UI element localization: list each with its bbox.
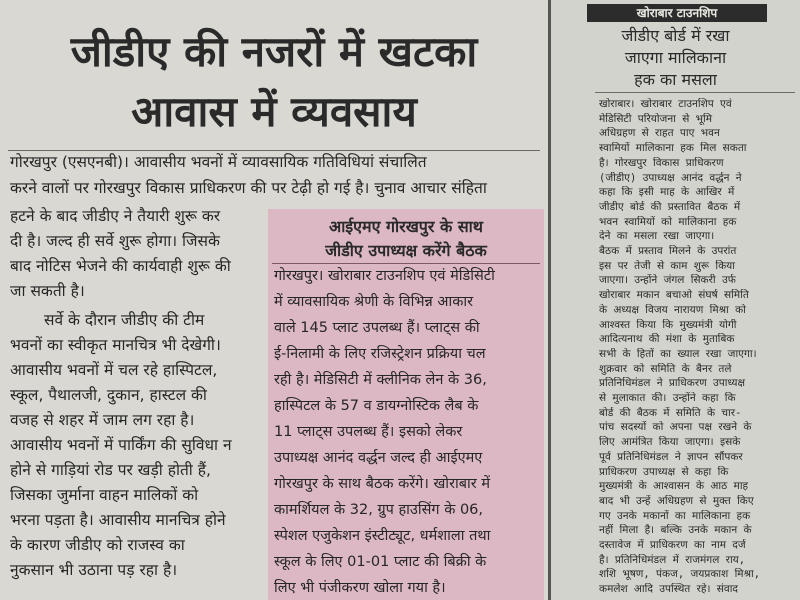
box-line: 11 प्लाट्स उपलब्ध हैं। इसको लेकर <box>274 424 463 440</box>
column-line: जा सकती है। <box>10 282 85 300</box>
right-body-line: पांच सदस्यों को अपना पक्ष रखने के <box>599 421 752 434</box>
column-line: स्कूल, पैथालजी, दुकान, हास्टल की <box>10 386 207 404</box>
column-line: आवासीय भवनों में पार्किंग की सुविधा न <box>10 436 232 454</box>
highlight-box <box>268 209 544 600</box>
box-line: गोरखपुर के साथ बैठक करेंगे। खोराबार में <box>274 476 490 492</box>
column-line: के कारण जीडीए को राजस्व का <box>10 536 185 554</box>
right-body-line: इस पर तेजी से काम शुरू किया <box>599 259 735 272</box>
right-body-line: प्राधिकरण उपाध्यक्ष से कहा कि <box>599 465 729 478</box>
right-body-line: है। प्रतिनिधिमंडल में राजमंगल राय, <box>599 553 746 566</box>
right-headline-line: हक का मसला <box>634 70 717 89</box>
right-body-line: गए उनके मकानों का मालिकाना हक <box>599 509 751 522</box>
right-body-line: देने का मसला रखा जाएगा। <box>599 230 715 243</box>
headline-rule <box>8 150 540 151</box>
box-headline-line-2: जीडीए उपाध्यक्ष करेंगे बैठक <box>325 241 487 260</box>
right-body-line: के अध्यक्ष विजय नारायण मिश्रा को <box>599 303 746 316</box>
body-full-line: करने वालों पर गोरखपुर विकास प्राधिकरण की पर टेढ़ी हो गई है। चुनाव आचार संहिता <box>10 179 487 197</box>
right-body-line: बाद भी उन्हें अधिग्रहण से मुक्त किए <box>599 494 754 507</box>
box-line: हास्पिटल के 57 व डायग्नोस्टिक लैब के <box>274 398 479 414</box>
right-body-line: भवन स्वामियों को मालिकाना हक <box>599 215 737 228</box>
right-body-line: मुख्यमंत्री के आश्वासन के आठ माह <box>599 480 749 493</box>
right-body-line: आदित्यनाथ की मंशा के मुताबिक <box>599 333 735 346</box>
right-body-line: शुक्रवार को समिति के बैनर तले <box>599 362 732 375</box>
right-body-line: जाएगा। उन्होंने जंगल सिकरी उर्फ <box>599 274 736 287</box>
column-line: सर्वे के दौरान जीडीए की टीम <box>44 311 205 329</box>
right-body-line: पूर्व प्रतिनिधिमंडल ने ज्ञापन सौंपकर <box>599 450 743 463</box>
box-headline-line-1: आईएमए गोरखपुर के साथ <box>328 217 484 236</box>
main-headline-line-1: जीडीए की नजरों में खटका <box>70 27 478 76</box>
right-body-line: अधिग्रहण से राहत पाए भवन <box>599 127 720 140</box>
right-body-line: कमलेश आदि उपस्थित रहे। संवाद <box>599 583 739 596</box>
right-body-line: (जीडीए) उपाध्यक्ष आनंद वर्द्धन ने <box>599 171 742 184</box>
column-line: नुकसान भी उठाना पड़ रहा है। <box>10 561 178 579</box>
right-body-line: नहीं मिला है। बल्कि उनके मकान के <box>599 524 752 537</box>
body-full-line: गोरखपुर (एसएनबी)। आवासीय भवनों में व्यावसायिक गतिविधियां संचालित <box>10 153 427 171</box>
box-line: स्कूल के लिए 01-01 प्लाट की बिक्री के <box>274 554 487 570</box>
box-line: गोरखपुर। खोराबार टाउनशिप एवं मेडिसिटी <box>274 268 495 284</box>
main-headline-line-2: आवास में व्यवसाय <box>131 87 417 136</box>
box-line: में व्यावसायिक श्रेणी के विभिन्न आकार <box>274 294 474 310</box>
box-line: रही है। मेडिसिटी में क्लीनिक लेन के 36, <box>274 372 487 388</box>
column-line: हटने के बाद जीडीए ने तैयारी शुरू कर <box>10 207 221 225</box>
right-body-line: स्वामियों मालिकाना हक मिल सकता <box>599 142 747 155</box>
section-badge: खोराबार टाउनशिप <box>587 4 767 22</box>
right-body-line: दस्तावेज में प्राधिकरण का नाम दर्ज <box>599 539 746 551</box>
right-body-line: सभी के हितों का ख्याल रखा जाएगा। <box>599 347 757 360</box>
column-line: भवनों का स्वीकृत मानचित्र भी देखेगी। <box>10 336 221 354</box>
right-body-line: शशि भूषण, पंकज, जयप्रकाश मिश्रा, <box>599 568 761 581</box>
column-line: दी है। जल्द ही सर्वे शुरू होगा। जिसके <box>10 232 220 250</box>
right-headline-line: जाएगा मालिकाना <box>624 48 727 67</box>
right-body-line: से मुलाकात की। उन्होंने कहा कि <box>599 392 736 404</box>
right-body-line: खोराबार मकान बचाओ संघर्ष समिति <box>599 289 749 302</box>
column-line: भरना पड़ता है। आवासीय मानचित्र होने <box>10 511 226 529</box>
box-line: ई-निलामी के लिए रजिस्ट्रेशन प्रक्रिया चल <box>274 346 486 362</box>
right-body-line: आश्वस्त किया कि मुख्यमंत्री योगी <box>599 318 737 331</box>
box-line: उपाध्यक्ष आनंद वर्द्धन जल्द ही आईएमए <box>274 450 483 466</box>
right-body-line: मेडिसिटी परियोजना से भूमि <box>599 112 713 125</box>
column-line: बाद नोटिस भेजने की कार्यवाही शुरू की <box>10 257 231 275</box>
right-body-line: बैठक में प्रस्ताव मिलने के उपरांत <box>599 245 737 257</box>
right-body-line: प्रतिनिधिमंडल ने प्राधिकरण उपाध्यक्ष <box>599 377 746 390</box>
column-line: वजह से शहर में जाम लग रहा है। <box>10 411 195 429</box>
right-body-line: बोर्ड की बैठक में समिति के चार- <box>599 406 742 419</box>
box-line: स्पेशल एजुकेशन इंस्टीट्यूट, धर्मशाला तथा <box>274 528 491 544</box>
box-line: लिए भी पंजीकरण खोला गया है। <box>274 580 446 596</box>
right-headline-rule <box>595 92 795 93</box>
box-headline-rule <box>272 263 540 264</box>
right-body-line: लिए आमंत्रित किया जाएगा। इसके <box>599 436 741 449</box>
right-news-clipping <box>551 0 800 600</box>
right-body-line: जीडीए बोर्ड की प्रस्तावित बैठक में <box>599 200 741 213</box>
column-line: आवासीय भवनों में चल रहे हास्पिटल, <box>10 361 218 379</box>
right-body-line: खोराबार। खोराबार टाउनशिप एवं <box>599 98 732 110</box>
column-line: होने से गाड़ियां रोड पर खड़ी होती हैं, <box>10 461 211 479</box>
right-body-line: कहा कि इसी माह के आखिर में <box>599 186 735 199</box>
box-line: कामर्शियल के 32, ग्रुप हाउसिंग के 06, <box>274 502 484 518</box>
right-body-line: है। गोरखपुर विकास प्राधिकरण <box>599 156 724 169</box>
column-line: जिसका जुर्माना वाहन मालिकों को <box>10 486 199 504</box>
box-line: वाले 145 प्लाट उपलब्ध हैं। प्लाट्स की <box>274 320 480 336</box>
right-headline-line: जीडीए बोर्ड में रखा <box>621 26 730 45</box>
